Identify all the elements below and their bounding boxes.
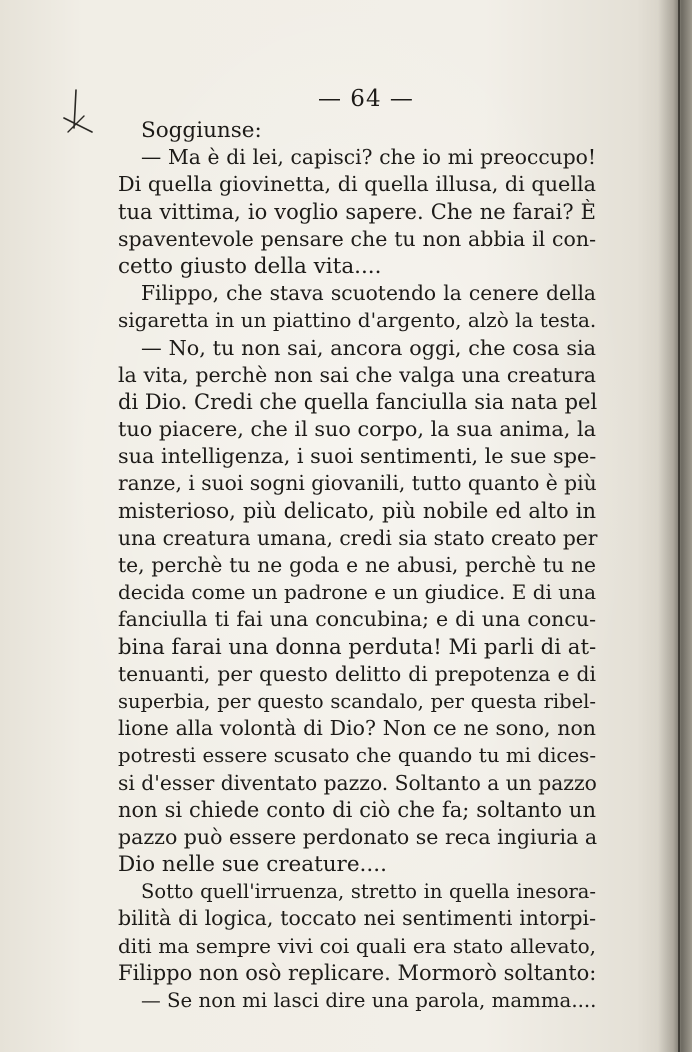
- text-line: si d'esser diventato pazzo. Soltanto a un pazzo: [118, 770, 597, 795]
- text-line: — No, tu non sai, ancora oggi, che cosa sia: [141, 335, 596, 360]
- text-line: Dio nelle sue creature....: [118, 852, 387, 878]
- text-line: di Dio. Credi che quella fanciulla sia nata pel: [118, 389, 598, 414]
- text-line: una creatura umana, credi sia stato creato per: [118, 525, 598, 550]
- binding-gutter-line: [678, 0, 680, 1052]
- text-line: decida come un padrone e un giudice. E di una: [118, 580, 596, 605]
- text-line: Filippo non osò replicare. Mormorò soltanto:: [118, 960, 597, 985]
- text-line: Soggiunse:: [141, 118, 262, 143]
- pencil-mark-icon: [62, 88, 96, 148]
- text-line: sigaretta in un piattino d'argento, alzò la testa.: [118, 308, 597, 333]
- text-line: — Ma è di lei, capisci? che io mi preoccupo!: [141, 145, 596, 170]
- text-line: te, perchè tu ne goda e ne abusi, perchè tu ne: [118, 553, 596, 577]
- text-line: la vita, perchè non sai che valga una creatura: [118, 362, 596, 387]
- text-line: diti ma sempre vivi coi quali era stato allevato,: [118, 933, 596, 958]
- text-line: spaventevole pensare che tu non abbia il con-: [118, 226, 596, 251]
- text-line: — Se non mi lasci dire una parola, mamma....: [141, 989, 597, 1012]
- text-line: tenuanti, per questo delitto di prepotenza e di: [118, 661, 596, 686]
- text-line: non si chiede conto di ciò che fa; soltanto un: [118, 797, 596, 822]
- text-line: pazzo può essere perdonato se reca ingiuria a: [118, 824, 598, 849]
- text-line: ranze, i suoi sogni giovanili, tutto quanto è più: [118, 471, 597, 496]
- text-line: Di quella giovinetta, di quella illusa, di quella: [118, 172, 596, 197]
- text-line: misterioso, più delicato, più nobile ed alto in: [118, 498, 596, 523]
- text-line: tua vittima, io voglio sapere. Che ne farai? È: [118, 199, 596, 224]
- text-line: cetto giusto della vita....: [118, 253, 382, 279]
- text-line: Sotto quell'irruenza, stretto in quella inesora-: [141, 880, 596, 904]
- text-line: superbia, per questo scandalo, per questa ribel-: [118, 689, 596, 713]
- text-line: potresti essere scusato che quando tu mi dices-: [118, 744, 596, 768]
- text-line: tuo piacere, che il suo corpo, la sua anima, la: [118, 417, 596, 442]
- binding-shadow: [658, 0, 692, 1052]
- page-number: — 64 —: [318, 86, 414, 112]
- text-line: fanciulla ti fai una concubina; e di una concu-: [118, 607, 596, 632]
- text-line: bina farai una donna perduta! Mi parli di at-: [118, 634, 597, 660]
- text-line: lione alla volontà di Dio? Non ce ne sono, non: [118, 716, 596, 741]
- text-line: bilità di logica, toccato nei sentimenti intorpi-: [118, 906, 596, 931]
- text-line: Filippo, che stava scuotendo la cenere della: [141, 281, 596, 306]
- text-line: sua intelligenza, i suoi sentimenti, le sue spe-: [118, 444, 597, 469]
- body-text: [118, 117, 596, 1014]
